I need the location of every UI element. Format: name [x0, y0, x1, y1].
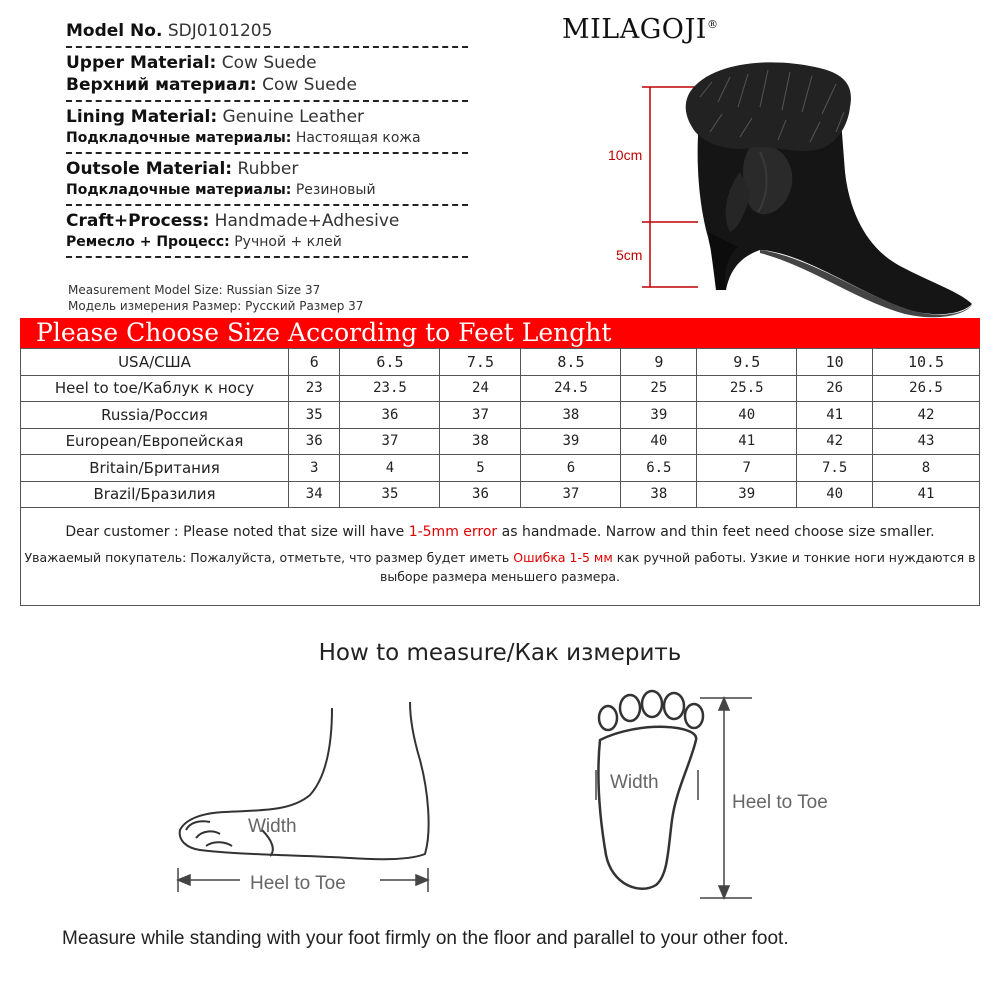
measure-diagram [0, 680, 1000, 920]
outsole-value: Rubber [237, 159, 299, 179]
size-cell: 36 [440, 481, 521, 508]
product-image [600, 52, 995, 320]
model-value: SDJ0101205 [167, 21, 273, 41]
size-row-label: USA/США [21, 349, 289, 376]
measurement-model-en: Measurement Model Size: Russian Size 37 [68, 283, 321, 297]
size-row [21, 428, 980, 455]
upper-label: Upper Material: [66, 53, 217, 73]
size-cell: 5 [440, 455, 521, 482]
heel-height-label: 5cm [616, 247, 643, 263]
notice-en-before: Dear customer : Please noted that size will have [65, 524, 409, 540]
top-width-label: Width [610, 772, 659, 793]
size-cell: 8 [873, 455, 980, 482]
craft-label: Craft+Process: [66, 211, 210, 231]
measurement-model-note [68, 282, 363, 314]
size-row [21, 455, 980, 482]
notice-ru [21, 548, 979, 586]
shaft-height-label: 10cm [608, 147, 643, 163]
brand-name: MILAGOJI [562, 14, 707, 45]
size-cell: 7.5 [440, 349, 521, 376]
craft-value: Handmade+Adhesive [214, 211, 400, 231]
size-cell: 40 [621, 428, 697, 455]
notice-ru-error: Ошибка 1-5 мм [513, 550, 613, 565]
side-width-label: Width [248, 816, 297, 837]
size-cell: 38 [521, 402, 621, 429]
size-row-label: Heel to toe/Каблук к носу [21, 375, 289, 402]
size-cell: 43 [873, 428, 980, 455]
measure-illustration [0, 680, 1000, 920]
lining-ru-label: Подкладочные материалы: [66, 130, 292, 146]
size-cell: 23.5 [340, 375, 440, 402]
size-cell: 36 [289, 428, 340, 455]
upper-ru-label: Верхний материал: [66, 75, 257, 95]
spec-lining [66, 106, 468, 154]
measure-title: How to measure/Как измерить [318, 640, 682, 666]
craft-ru-label: Ремесло + Процесс: [66, 234, 230, 250]
size-cell: 37 [340, 428, 440, 455]
size-cell: 39 [521, 428, 621, 455]
size-notice [20, 507, 980, 606]
size-cell: 9 [621, 349, 697, 376]
boot-illustration [600, 52, 995, 320]
notice-ru-before: Уважаемый покупатель: Пожалуйста, отметьте, что размер будет иметь [24, 550, 514, 565]
lining-value: Genuine Leather [222, 107, 365, 127]
size-cell: 6 [289, 349, 340, 376]
top-length-label: Heel to Toe [732, 792, 828, 813]
spec-upper [66, 52, 468, 102]
outsole-label: Outsole Material: [66, 159, 233, 179]
outsole-ru-value: Резиновый [295, 182, 376, 198]
size-cell: 25.5 [697, 375, 797, 402]
notice-ru-after: как ручной работы. Узкие и тонкие ноги нуждаются в выборе размера меньшего размера. [379, 550, 976, 584]
size-cell: 39 [697, 481, 797, 508]
size-cell: 37 [521, 481, 621, 508]
size-cell: 37 [440, 402, 521, 429]
size-cell: 9.5 [697, 349, 797, 376]
size-cell: 41 [797, 402, 873, 429]
size-row-label: European/Европейская [21, 428, 289, 455]
boot-icon [686, 62, 972, 317]
lining-label: Lining Material: [66, 107, 218, 127]
spec-model [66, 20, 468, 48]
brand-logo [562, 14, 718, 45]
craft-ru-value: Ручной + клей [234, 234, 342, 250]
size-row [21, 481, 980, 508]
size-row-label: Brazil/Бразилия [21, 481, 289, 508]
side-foot-icon [180, 702, 429, 859]
size-cell: 10.5 [873, 349, 980, 376]
size-cell: 35 [340, 481, 440, 508]
size-cell: 24.5 [521, 375, 621, 402]
size-cell: 40 [797, 481, 873, 508]
size-table-body [21, 349, 980, 508]
size-cell: 26 [797, 375, 873, 402]
size-cell: 35 [289, 402, 340, 429]
size-cell: 6.5 [340, 349, 440, 376]
measurement-model-ru: Модель измерения Размер: Русский Размер 37 [68, 299, 364, 313]
size-cell: 7.5 [797, 455, 873, 482]
size-row [21, 375, 980, 402]
size-cell: 40 [697, 402, 797, 429]
spec-craft [66, 210, 468, 258]
upper-ru-value: Cow Suede [262, 75, 357, 95]
spec-outsole [66, 158, 468, 206]
size-cell: 39 [621, 402, 697, 429]
size-cell: 24 [440, 375, 521, 402]
size-cell: 26.5 [873, 375, 980, 402]
size-cell: 8.5 [521, 349, 621, 376]
size-row [21, 349, 980, 376]
size-row-label: Russia/Россия [21, 402, 289, 429]
spec-block [66, 20, 468, 262]
upper-value: Cow Suede [221, 53, 317, 73]
notice-en-error: 1-5mm error [408, 524, 498, 540]
registered-mark: ® [706, 18, 719, 31]
size-cell: 34 [289, 481, 340, 508]
size-cell: 10 [797, 349, 873, 376]
size-cell: 36 [340, 402, 440, 429]
size-cell: 4 [340, 455, 440, 482]
notice-en [21, 524, 979, 540]
size-cell: 38 [440, 428, 521, 455]
size-cell: 6.5 [621, 455, 697, 482]
size-cell: 42 [797, 428, 873, 455]
size-cell: 23 [289, 375, 340, 402]
size-cell: 42 [873, 402, 980, 429]
size-row [21, 402, 980, 429]
size-banner: Please Choose Size According to Feet Lenght [20, 318, 980, 348]
notice-en-after: as handmade. Narrow and thin feet need choose size smaller. [497, 524, 935, 540]
size-row-label: Britain/Британия [21, 455, 289, 482]
side-length-label: Heel to Toe [250, 873, 346, 894]
size-cell: 38 [621, 481, 697, 508]
size-cell: 25 [621, 375, 697, 402]
lining-ru-value: Настоящая кожа [295, 130, 421, 146]
measure-instruction: Measure while standing with your foot firmly on the floor and parallel to your other foot. [62, 928, 789, 949]
size-table [20, 348, 980, 508]
outsole-ru-label: Подкладочные материалы: [66, 182, 292, 198]
size-cell: 41 [697, 428, 797, 455]
size-cell: 3 [289, 455, 340, 482]
size-cell: 7 [697, 455, 797, 482]
size-cell: 41 [873, 481, 980, 508]
size-cell: 6 [521, 455, 621, 482]
model-label: Model No. [66, 21, 163, 41]
